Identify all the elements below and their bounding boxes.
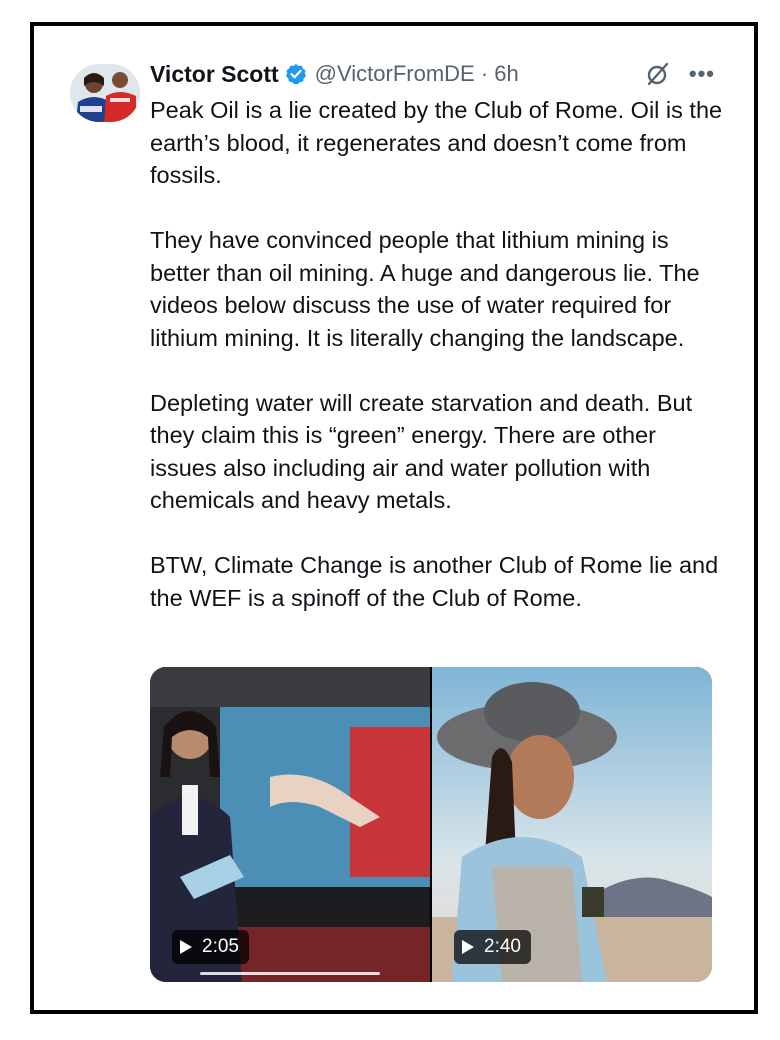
video-thumbnail-news[interactable] bbox=[150, 667, 430, 982]
tweet-paragraph: Peak Oil is a lie created by the Club of Rome. Oil is the earth’s blood, it regenerates and doesn’t come from fossils. bbox=[150, 97, 723, 188]
video-thumbnail-landscape[interactable] bbox=[432, 667, 712, 982]
play-icon bbox=[462, 940, 474, 954]
media-container bbox=[150, 667, 712, 982]
tweet-text bbox=[150, 94, 725, 614]
handle-text: @VictorFromDE bbox=[314, 61, 475, 86]
play-icon bbox=[180, 940, 192, 954]
tweet-paragraph: BTW, Climate Change is another Club of Rome lie and the WEF is a spinoff of the Club of Rome. bbox=[150, 552, 719, 611]
tweet-header bbox=[150, 58, 715, 90]
timestamp[interactable]: 6h bbox=[494, 61, 519, 86]
video-duration-badge bbox=[172, 930, 249, 964]
video-duration-badge bbox=[454, 930, 531, 964]
author-name[interactable]: Victor Scott bbox=[150, 60, 279, 87]
verified-badge-icon bbox=[285, 63, 307, 85]
avatar[interactable] bbox=[70, 64, 140, 122]
duration-text: 2:05 bbox=[202, 936, 239, 957]
avatar-image bbox=[70, 64, 140, 122]
more-icon[interactable]: ••• bbox=[688, 61, 715, 86]
separator-dot: · bbox=[480, 61, 489, 86]
tweet-paragraph: Depleting water will create starvation and death. But they claim this is “green” energy. There are other issues also including air and water pollution with chemicals and heavy metals. bbox=[150, 389, 693, 513]
author-handle[interactable] bbox=[315, 61, 519, 87]
grok-icon[interactable] bbox=[645, 61, 671, 87]
video-progress-bar bbox=[200, 972, 380, 975]
duration-text: 2:40 bbox=[484, 936, 521, 957]
tweet-paragraph: They have convinced people that lithium mining is better than oil mining. A huge and dangerous lie. The videos below discuss the use of water required for lithium mining. It is literally changing the landscape. bbox=[150, 227, 700, 351]
